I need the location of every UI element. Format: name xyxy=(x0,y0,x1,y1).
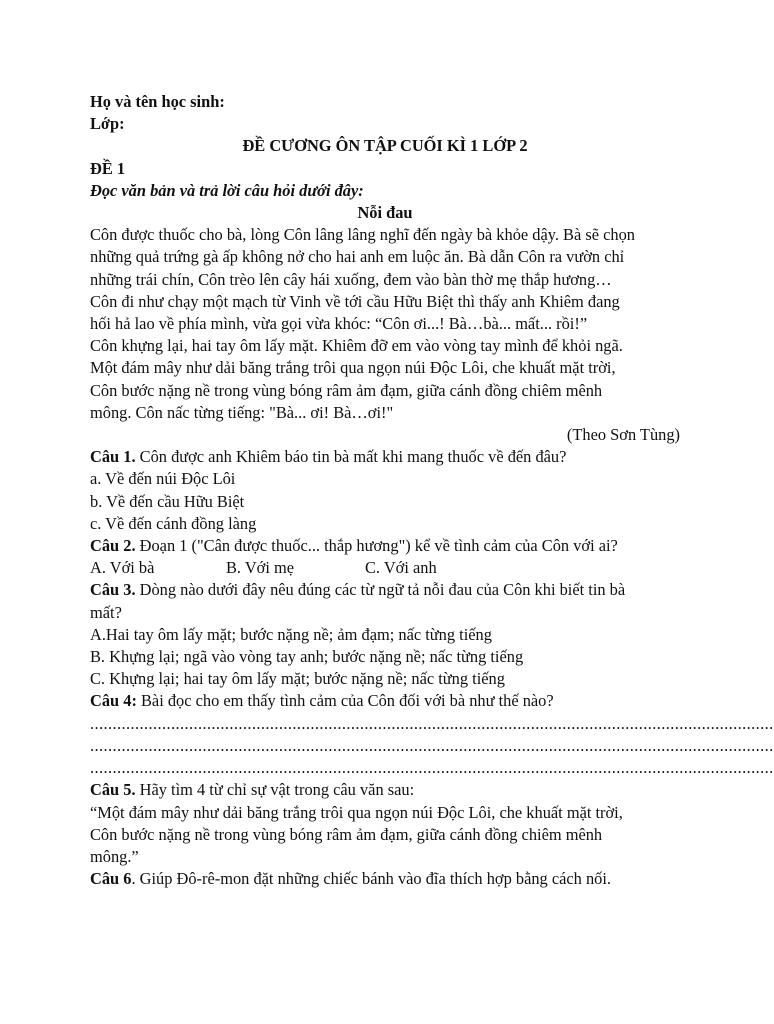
passage-line: những trái chín, Côn trèo lên cây hái xuống, đem vào bàn thờ mẹ thắp hương… xyxy=(90,269,612,289)
passage-line: Côn đi như chạy một mạch từ Vinh về tới cầu Hữu Biệt thì thấy anh Khiêm đang xyxy=(90,291,620,311)
question-5-quote-line: mông.” xyxy=(90,846,139,866)
class-label: Lớp: xyxy=(90,114,125,134)
answer-line: ........................................................................................................................................................ xyxy=(90,758,774,778)
document-content xyxy=(90,91,774,890)
question-1-option-a: a. Về đến núi Độc Lôi xyxy=(90,469,236,489)
question-5-text: Hãy tìm 4 từ chỉ sự vật trong câu văn sau: xyxy=(135,780,415,800)
passage-body xyxy=(90,224,680,424)
question-5-label: Câu 5. xyxy=(90,780,136,800)
passage-line: mông. Côn nấc từng tiếng: "Bà... ơi! Bà…ơi!" xyxy=(90,402,394,422)
document-title: ĐỀ CƯƠNG ÔN TẬP CUỐI KÌ 1 LỚP 2 xyxy=(242,136,528,156)
question-1-option-b: b. Về đến cầu Hữu Biệt xyxy=(90,491,245,511)
question-1-text: Côn được anh Khiêm báo tin bà mất khi mang thuốc về đến đâu? xyxy=(135,447,567,467)
question-2-option-a: A. Với bà xyxy=(90,558,155,578)
question-2-label: Câu 2. xyxy=(90,536,136,556)
question-2-option-c: C. Với anh xyxy=(365,558,437,578)
question-6-text: . Giúp Đô-rê-mon đặt những chiếc bánh vào đĩa thích hợp bằng cách nối. xyxy=(131,869,611,889)
question-1 xyxy=(90,446,680,468)
question-1-option-c: c. Về đến cánh đồng làng xyxy=(90,513,257,533)
passage-line: Côn khựng lại, hai tay ôm lấy mặt. Khiêm đỡ em vào vòng tay mình để khỏi ngã. xyxy=(90,336,623,356)
question-1-label: Câu 1. xyxy=(90,447,136,467)
student-name-label: Họ và tên học sinh: xyxy=(90,92,225,111)
question-3-text-continued: mất? xyxy=(90,602,122,622)
question-3-option-a: A.Hai tay ôm lấy mặt; bước nặng nề; ảm đạm; nấc từng tiếng xyxy=(90,624,492,644)
question-4-text: Bài đọc cho em thấy tình cảm của Côn đối với bà như thế nào? xyxy=(136,691,554,711)
question-4 xyxy=(90,690,680,712)
question-6 xyxy=(90,868,680,890)
question-3-option-c: C. Khựng lại; hai tay ôm lấy mặt; bước nặng nề; nấc từng tiếng xyxy=(90,669,505,689)
question-5-quote-line: Côn bước nặng nề trong vùng bóng râm ảm đạm, giữa cánh đồng chiêm mênh xyxy=(90,824,603,844)
answer-line: ........................................................................................................................................................ xyxy=(90,735,774,755)
question-6-label: Câu 6 xyxy=(90,869,132,889)
question-3 xyxy=(90,579,680,601)
question-2-options xyxy=(90,557,680,579)
question-2-option-b: B. Với mẹ xyxy=(226,558,295,578)
passage-line: những quả trứng gà ấp không nở cho hai anh em luộc ăn. Bà dẫn Côn ra vườn chỉ xyxy=(90,247,625,267)
question-3-label: Câu 3. xyxy=(90,580,136,600)
passage-source: (Theo Sơn Tùng) xyxy=(566,425,680,445)
question-2-text: Đoạn 1 ("Cân được thuốc... thắp hương") kể về tình cảm của Côn với ai? xyxy=(135,536,618,556)
passage-line: Côn bước nặng nề trong vùng bóng râm ảm đạm, giữa cánh đồng chiêm mênh xyxy=(90,380,603,400)
passage-line: Côn được thuốc cho bà, lòng Côn lâng lâng nghĩ đến ngày bà khỏe dậy. Bà sẽ chọn xyxy=(90,225,635,245)
question-2 xyxy=(90,535,680,557)
question-3-option-b: B. Khựng lại; ngã vào vòng tay anh; bước nặng nề; nấc từng tiếng xyxy=(90,647,524,667)
passage-title: Nỗi đau xyxy=(357,203,413,223)
question-3-text: Dòng nào dưới đây nêu đúng các từ ngữ tả nỗi đau của Côn khi biết tin bà xyxy=(135,580,626,600)
question-5-quote-line: “Một đám mây như dải băng trắng trôi qua ngọn núi Độc Lôi, che khuất mặt trời, xyxy=(90,802,623,822)
exam-label: ĐỀ 1 xyxy=(90,158,126,178)
question-5 xyxy=(90,779,680,801)
instruction: Đọc văn bản và trả lời câu hỏi dưới đây: xyxy=(90,180,364,200)
answer-line: ........................................................................................................................................................ xyxy=(90,713,774,733)
passage-line: Một đám mây như dải băng trắng trôi qua ngọn núi Độc Lôi, che khuất mặt trời, xyxy=(90,358,616,378)
question-4-label: Câu 4: xyxy=(90,691,137,711)
passage-line: hối hả lao về phía mình, vừa gọi vừa khóc: “Côn ơi...! Bà…bà... mất... rồi!” xyxy=(90,314,588,334)
